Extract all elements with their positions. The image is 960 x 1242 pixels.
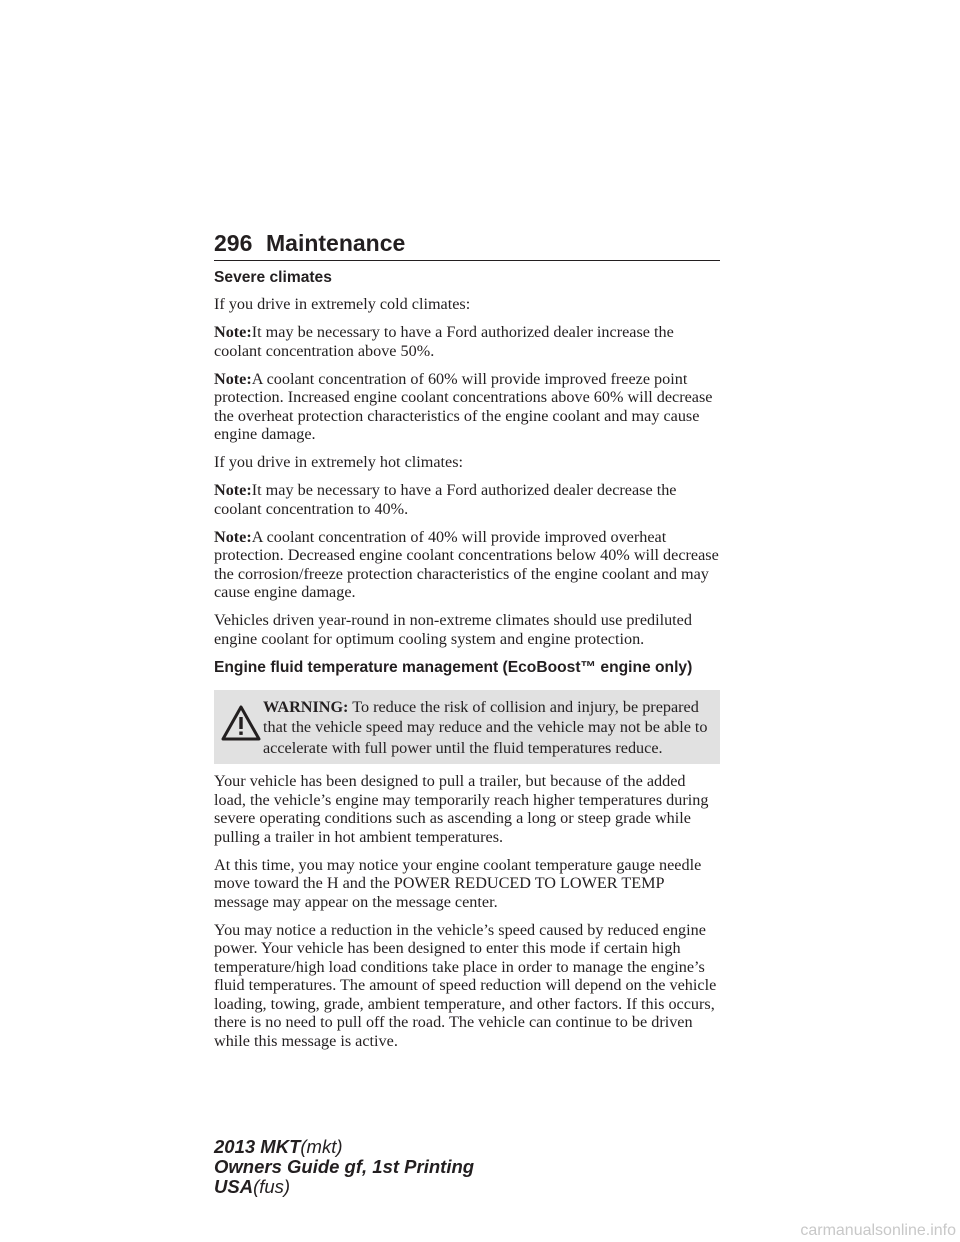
warning-triangle-icon [220,704,262,742]
footer-market-code: (fus) [253,1176,291,1197]
footer-model-code: (mkt) [300,1136,343,1157]
warning-box [214,690,720,765]
header-rule [214,260,720,261]
page-content [214,268,720,1060]
note-label: Note: [214,323,252,341]
note-label: Note: [214,369,252,388]
gauge-paragraph: At this time, you may notice your engine coolant temperature gauge needle move toward the H and the POWER REDUCED TO LOWER TEMP message may appear on the message center. [214,855,702,911]
footer-model: 2013 MKT [214,1136,301,1157]
hot-note-1-text: It may be necessary to have a Ford authorized dealer decrease the coolant concentration to 40%. [214,481,677,518]
note-label: Note: [214,527,252,546]
footer-model-line [214,1137,474,1157]
trailer-paragraph: Your vehicle has been designed to pull a trailer, but because of the added load, the vehicle’s engine may temporarily reach higher temperatures during severe operating conditions such as ascending a long or steep grade while pulling a trailer in hot ambient temperatures. [214,772,709,846]
hot-note-2 [214,528,720,602]
hot-climates-intro: If you drive in extremely hot climates: [214,453,464,471]
heading-engine-fluid-temperature: Engine fluid temperature management (EcoBoost™ engine only) [214,658,693,676]
footer-guide: Owners Guide gf, 1st Printing [214,1156,475,1177]
hot-note-2-text: A coolant concentration of 40% will provide improved overheat protection. Decreased engine coolant concentrations below 40% will decrease the corrosion/freeze protection characteristics of the engine coolant and may cause engine damage. [214,527,719,601]
speed-reduction-paragraph: You may notice a reduction in the vehicle’s speed caused by reduced engine power. Your vehicle has been designed to enter this mode if certain high temperature/high load conditions take place in order to manage the engine’s fluid temperatures. The amount of speed reduction will depend on the vehicle loading, towing, grade, ambient temperature, and other factors. If this occurs, there is no need to pull off the road. The vehicle can continue to be driven while this message is active. [214,920,717,1050]
cold-climates-intro: If you drive in extremely cold climates: [214,295,471,313]
cold-note-2-text: A coolant concentration of 60% will provide improved freeze point protection. Increased engine coolant concentrations above 60% will decrease the overheat protection characteristics of the engine coolant and may cause engine damage. [214,369,713,443]
heading-severe-climates: Severe climates [214,269,332,286]
non-extreme-paragraph: Vehicles driven year-round in non-extreme climates should use prediluted engine coolant for optimum cooling system and engine protection. [214,611,692,648]
page-number: 296 [214,230,253,256]
note-label: Note: [214,481,252,499]
cold-note-1 [214,323,720,360]
page-header [214,228,720,262]
warning-text: To reduce the risk of collision and injury, be prepared that the vehicle speed may reduce and the vehicle may not be able to accelerate with full power until the fluid temperatures reduce. [263,697,708,757]
page-footer [214,1137,474,1197]
cold-note-1-text: It may be necessary to have a Ford authorized dealer increase the coolant concentration above 50%. [214,323,674,360]
watermark: carmanualsonline.info [800,1222,956,1239]
footer-market-line [214,1177,474,1197]
footer-guide-line [214,1157,474,1177]
cold-note-2 [214,370,720,444]
warning-label: WARNING: [263,697,349,716]
footer-market: USA [214,1176,254,1197]
hot-note-1 [214,481,720,518]
section-title: Maintenance [266,230,406,256]
